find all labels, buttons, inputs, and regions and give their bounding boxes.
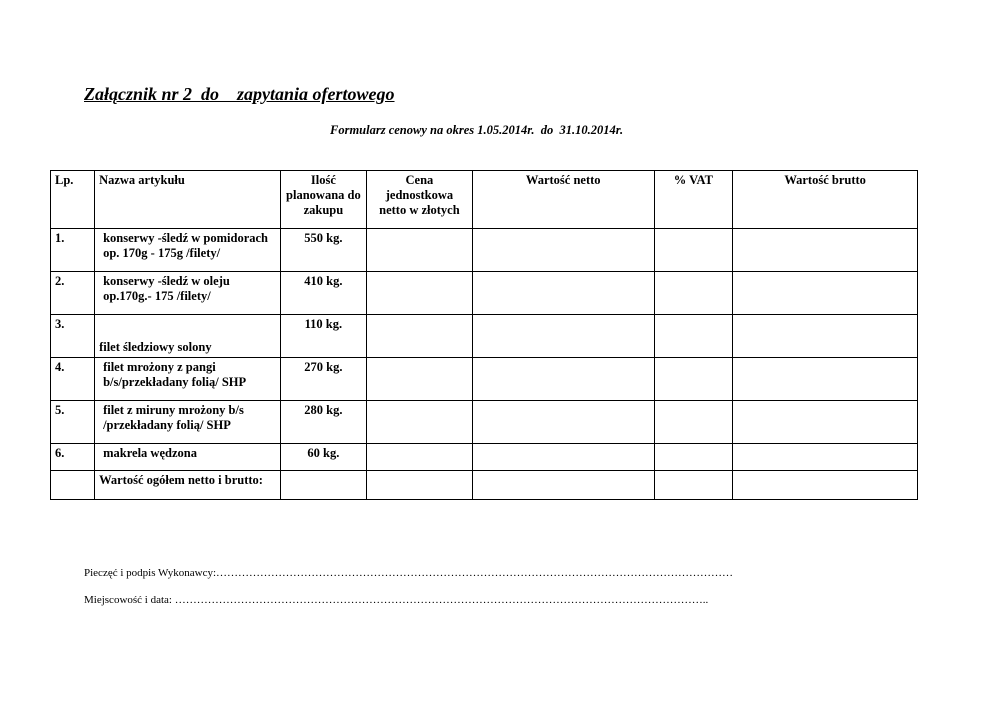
- row-qty: 270 kg.: [280, 358, 366, 401]
- row-brutto-cell[interactable]: [733, 272, 918, 315]
- row-lp: 1.: [51, 229, 95, 272]
- total-brutto-cell[interactable]: [733, 471, 918, 500]
- row-vat-cell[interactable]: [654, 401, 733, 444]
- table-row: [51, 315, 918, 358]
- row-vat-cell[interactable]: [654, 272, 733, 315]
- row-lp: 4.: [51, 358, 95, 401]
- row-price-cell[interactable]: [366, 315, 472, 358]
- table-header-row: [51, 171, 918, 229]
- row-netto-cell[interactable]: [472, 272, 654, 315]
- table-row: [51, 401, 918, 444]
- row-brutto-cell[interactable]: [733, 358, 918, 401]
- table-row: [51, 229, 918, 272]
- header-price: Cena jednostkowa netto w złotych: [366, 171, 472, 229]
- header-brutto: Wartość brutto: [733, 171, 918, 229]
- row-name: filet mrożony z pangi b/s/przekładany folią/ SHP: [95, 358, 281, 401]
- row-name: filet z miruny mrożony b/s /przekładany folią/ SHP: [95, 401, 281, 444]
- row-netto-cell[interactable]: [472, 229, 654, 272]
- total-label: Wartość ogółem netto i brutto:: [95, 471, 281, 500]
- row-name: makrela wędzona: [95, 444, 281, 471]
- row-price-cell[interactable]: [366, 444, 472, 471]
- row-qty: 110 kg.: [280, 315, 366, 358]
- total-price-cell[interactable]: [366, 471, 472, 500]
- row-qty: 550 kg.: [280, 229, 366, 272]
- row-qty: 410 kg.: [280, 272, 366, 315]
- row-name: konserwy -śledź w pomidorach op. 170g - 175g /filety/: [95, 229, 281, 272]
- table-row: [51, 272, 918, 315]
- header-netto: Wartość netto: [472, 171, 654, 229]
- row-vat-cell[interactable]: [654, 229, 733, 272]
- total-netto-cell[interactable]: [472, 471, 654, 500]
- row-brutto-cell[interactable]: [733, 401, 918, 444]
- total-qty-cell: [280, 471, 366, 500]
- row-brutto-cell[interactable]: [733, 315, 918, 358]
- price-form-table: [50, 170, 918, 500]
- row-lp: 6.: [51, 444, 95, 471]
- header-lp: Lp.: [51, 171, 95, 229]
- row-name: filet śledziowy solony: [95, 315, 281, 358]
- row-lp: 2.: [51, 272, 95, 315]
- row-netto-cell[interactable]: [472, 315, 654, 358]
- row-brutto-cell[interactable]: [733, 229, 918, 272]
- row-netto-cell[interactable]: [472, 401, 654, 444]
- total-vat-cell[interactable]: [654, 471, 733, 500]
- place-date-line[interactable]: Miejscowość i data: ………………………………………………………………………………………………………………………………..: [84, 594, 709, 606]
- row-vat-cell[interactable]: [654, 358, 733, 401]
- signature-line[interactable]: Pieczęć i podpis Wykonawcy:……………………………………………………………………………………………………………………………: [84, 567, 734, 579]
- header-name: Nazwa artykułu: [95, 171, 281, 229]
- row-qty: 60 kg.: [280, 444, 366, 471]
- document-subtitle: Formularz cenowy na okres 1.05.2014r. do 31.10.2014r.: [330, 123, 624, 137]
- row-price-cell[interactable]: [366, 229, 472, 272]
- row-price-cell[interactable]: [366, 272, 472, 315]
- row-lp: 3.: [51, 315, 95, 358]
- row-netto-cell[interactable]: [472, 358, 654, 401]
- row-lp: 5.: [51, 401, 95, 444]
- header-qty: Ilość planowana do zakupu: [280, 171, 366, 229]
- total-lp-cell: [51, 471, 95, 500]
- row-name: konserwy -śledź w oleju op.170g.- 175 /filety/: [95, 272, 281, 315]
- row-price-cell[interactable]: [366, 358, 472, 401]
- document-title: Załącznik nr 2 do zapytania ofertowego: [84, 84, 395, 104]
- row-qty: 280 kg.: [280, 401, 366, 444]
- row-netto-cell[interactable]: [472, 444, 654, 471]
- table-total-row: [51, 471, 918, 500]
- table-row: [51, 444, 918, 471]
- header-vat: % VAT: [654, 171, 733, 229]
- row-vat-cell[interactable]: [654, 444, 733, 471]
- row-brutto-cell[interactable]: [733, 444, 918, 471]
- table-row: [51, 358, 918, 401]
- row-vat-cell[interactable]: [654, 315, 733, 358]
- row-price-cell[interactable]: [366, 401, 472, 444]
